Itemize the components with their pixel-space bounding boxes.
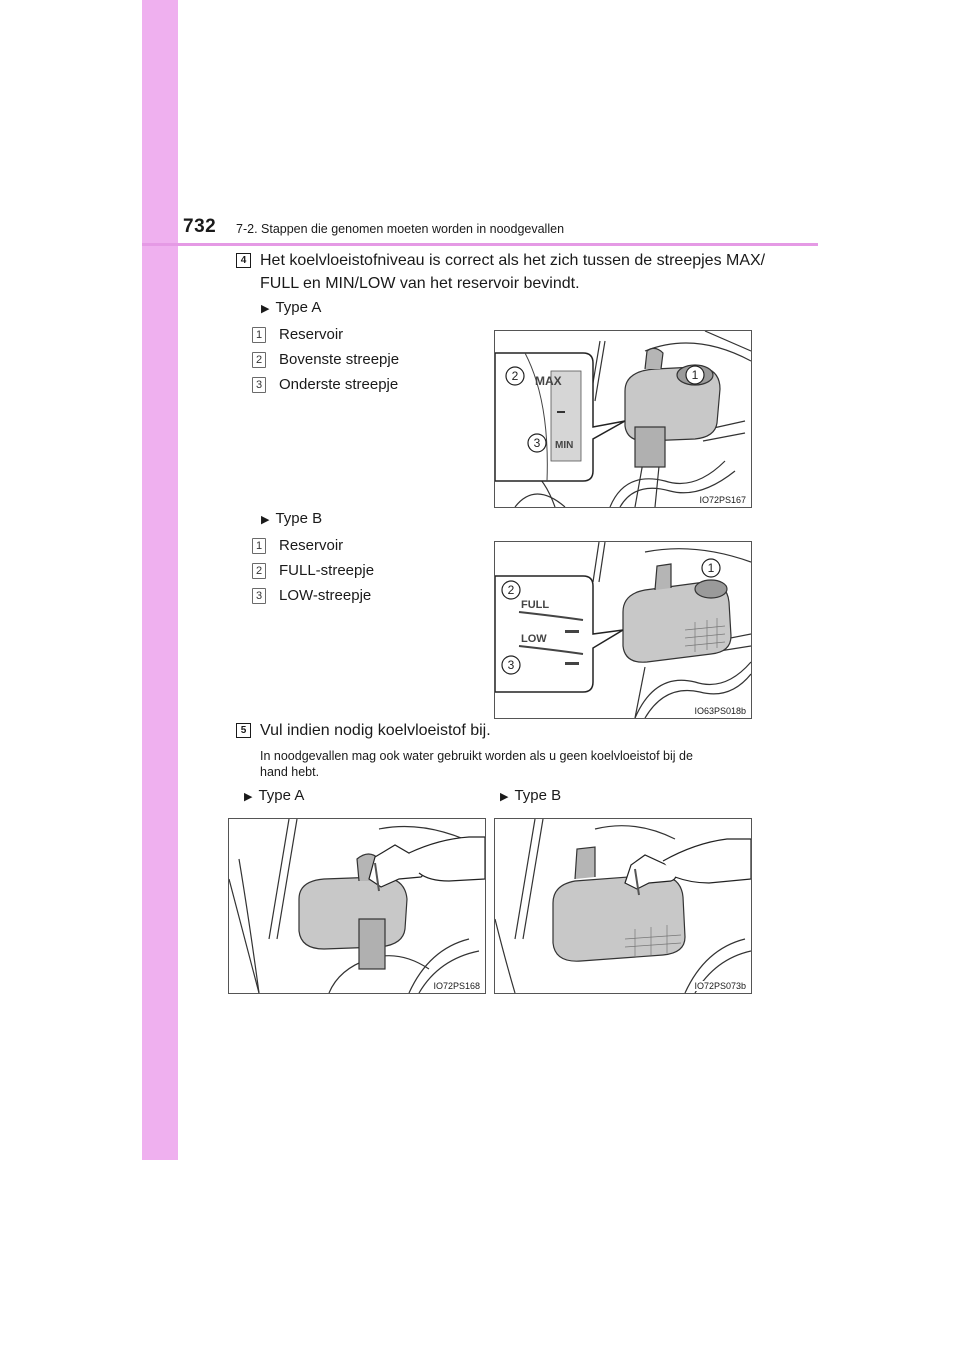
step-4-badge: 4 [236,253,251,268]
step-5-text: Vul indien nodig koelvloeistof bij. [260,722,491,739]
type-a-reservoir-illustration [494,330,752,508]
step-5-type-b-label-text: Type B [514,787,562,804]
engine-bay-drawing-a [495,331,751,507]
type-b-item-low-mark: LOW-streepje [279,587,372,604]
callout-number-3: 3 [252,588,266,604]
callout-label-2: 2 [511,369,519,383]
chapter-sidebar-tab [142,0,178,1160]
callout-number-1: 1 [252,327,266,343]
type-a-refill-illustration [228,818,486,994]
step-5-note-line-1: In noodgevallen mag ook water gebruikt worden als u geen koelvloeistof bij de [260,749,693,763]
step-4-text-line-2: FULL en MIN/LOW van het reservoir bevindt. [260,275,580,292]
callout-label-1: 1 [707,561,715,575]
figure-code: IO72PS168 [433,981,480,991]
callout-number-2: 2 [252,563,266,579]
refill-drawing-b [495,819,751,993]
type-b-label-text: Type B [275,510,323,527]
step-5-type-a-label [244,787,304,804]
type-a-item-lower-mark: Onderste streepje [279,376,399,393]
type-a-item-reservoir: Reservoir [279,326,344,343]
low-mark-text: LOW [521,633,547,645]
figure-code: IO63PS018b [694,706,746,716]
triangle-bullet-icon: ▶ [261,514,270,526]
callout-label-3: 3 [533,436,541,450]
callout-number-3: 3 [252,377,266,393]
figure-code: IO72PS073b [694,981,746,991]
step-5-type-a-label-text: Type A [258,787,305,804]
triangle-bullet-icon: ▶ [261,303,270,315]
callout-number-2: 2 [252,352,266,368]
figure-code: IO72PS167 [699,495,746,505]
step-5-note-line-2: hand hebt. [260,765,320,779]
full-mark-text: FULL [521,599,550,611]
type-a-item-upper-mark: Bovenste streepje [279,351,400,368]
callout-label-2: 2 [507,583,515,597]
callout-label-3: 3 [507,658,515,672]
callout-label-1: 1 [691,368,699,382]
triangle-bullet-icon: ▶ [244,791,253,803]
page-number: 732 [183,216,217,237]
max-mark-text: MAX [535,374,562,388]
engine-bay-drawing-b [495,542,751,718]
step-4-text-line-1: Het koelvloeistofniveau is correct als het zich tussen de streepjes MAX/ [260,252,766,269]
callout-number-1: 1 [252,538,266,554]
type-a-label-text: Type A [275,299,322,316]
triangle-bullet-icon: ▶ [500,791,509,803]
header-divider [142,243,818,246]
step-5-type-b-label [500,787,561,804]
type-b-item-reservoir: Reservoir [279,537,344,554]
section-title: 7-2. Stappen die genomen moeten worden in noodgevallen [236,222,565,236]
type-b-label [261,510,322,527]
refill-drawing-a [229,819,485,993]
step-5-badge: 5 [236,723,251,738]
min-mark-text: MIN [555,440,574,451]
type-b-reservoir-illustration [494,541,752,719]
type-b-refill-illustration [494,818,752,994]
type-b-item-full-mark: FULL-streepje [279,562,375,579]
type-a-label [261,299,321,316]
